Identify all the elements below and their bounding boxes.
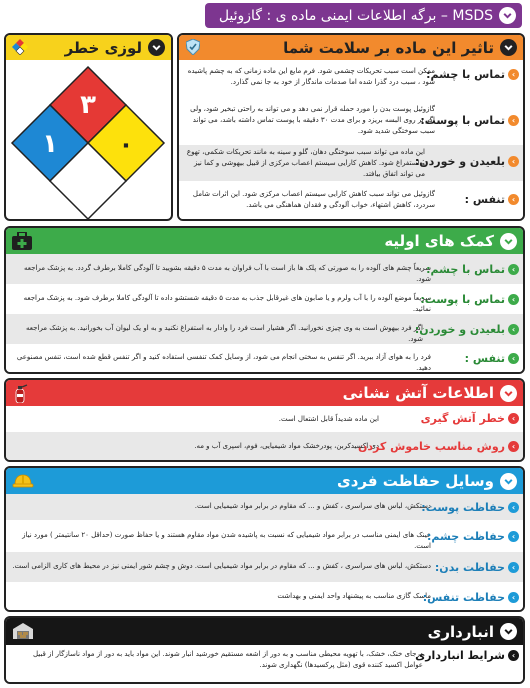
fire-fighting-header [6, 380, 523, 406]
fire-row-flammability [6, 406, 523, 432]
ppe-row-skin-text: دستکش، لباس های سراسری ، کفش و ... که مقاوم در برابر مواد شیمیایی است. [194, 502, 431, 510]
ppe-header [6, 468, 523, 494]
hazard-diamond-header [6, 35, 171, 60]
chevron-down-icon [500, 385, 517, 402]
document-title-bar [205, 3, 522, 28]
first-aid-row-ingestion-text: اگر فرد بیهوش است به وی چیزی نخورانید. اگر هشیار است فرد را وادار به استفراغ نکنید و به او یک لیوان آب بخورانید. به پزشک مراجعه شود. [26, 324, 423, 343]
chevron-right-icon: › [508, 441, 519, 452]
health-row-ingestion [179, 145, 523, 181]
health-row-skin-text: گازوئیل پوست بدن را مورد حمله قرار نمی دهد و می تواند به راحتی تبخیر شود، ولی اگر بر روی البسه بریزد و برای مدت ۳۰ دقیقه با پوست تماس داشته باشد، می تواند سبب سوختگی شدید شود. [190, 105, 435, 135]
first-aid-row-ingestion [6, 314, 523, 344]
storage-panel [4, 616, 525, 684]
ppe-row-respiratory-text: ماسک گازی مناسب به پیشنهاد واحد ایمنی و بهداشت [277, 592, 431, 600]
health-row-skin-label: › تماس با پوست: [420, 114, 519, 127]
hazard-diamond-title: لوزی خطر [64, 38, 142, 57]
ppe-row-skin-label: › حفاظت پوست: [421, 501, 519, 514]
ppe-row-body-label: › حفاظت بدن: [435, 561, 519, 574]
chevron-right-icon: › [508, 650, 519, 661]
first-aid-kit-icon [12, 232, 32, 250]
first-aid-row-inhalation [6, 344, 523, 372]
first-aid-row-skin-text: سریعاً موضع آلوده را با آب ولرم و یا صابون های غیرقابل جذب به مدت ۵ دقیقه شستشو داده تا آلودگی کاملا برطرف شود. به پزشک مراجعه نمائید. [23, 294, 431, 313]
health-row-eye [179, 60, 523, 100]
chevron-right-icon: › [508, 194, 519, 205]
health-row-skin [179, 100, 523, 145]
health-row-ingestion-text: این ماده می تواند سبب سوختگی دهان، گلو و سینه به مانند تحریکات شکمی، تهوع و استفراغ شود. کاهش کارایی سیستم اعصاب مرکزی از قبیل بیهوشی و کما نیز می تواند اتفاق بیافتد. [186, 148, 425, 178]
first-aid-row-eye-label: › تماس با چشم: [426, 263, 519, 276]
storage-row-conditions-text: درجای خنک، خشک، با تهویه محیطی مناسب و به دور از اشعه مستقیم خورشید انبار شوند. این مواد باید به دور از مواد ناسازگار از قبیل عوامل اکسید کننده قوی (مثل پرکسیدها) نگهداری شوند. [32, 650, 423, 669]
chevron-right-icon: › [508, 413, 519, 424]
chevron-down-icon [500, 39, 517, 56]
reactivity-value: ۰ [118, 130, 134, 158]
first-aid-row-skin-label: › تماس با پوست: [420, 293, 519, 306]
document-title: MSDS – برگه اطلاعات ایمنی ماده ی : گازوئیل [218, 7, 493, 24]
ppe-title: وسایل حفاظت فردی [336, 472, 494, 490]
chevron-right-icon: › [508, 324, 519, 335]
fire-row-extinguishing-text: دی اکسیدکربن، پودرخشک مواد شیمیایی، فوم، اسپری آب و مه. [194, 442, 379, 450]
chevron-right-icon: › [508, 294, 519, 305]
first-aid-row-skin [6, 284, 523, 314]
fire-row-extinguishing-label: › روش مناسب خاموش کردن [358, 440, 519, 453]
ppe-row-respiratory-label: › حفاظت تنفس: [423, 591, 519, 604]
health-value: ۱ [42, 129, 58, 159]
chevron-down-icon [500, 233, 517, 250]
health-row-inhalation [179, 181, 523, 221]
ppe-row-body-text: دستکش، لباس های سراسری ، کفش و ... که مقاوم در برابر مواد شیمیایی است. دوش و چشم شور ایمنی نیز در محیط های کاری الزامی است. [12, 562, 431, 570]
nfpa-hazard-diamond [8, 63, 168, 219]
fire-row-flammability-text: این ماده شدیداً قابل اشتعال است. [278, 415, 379, 423]
first-aid-row-inhalation-label: › تنفس : [465, 352, 519, 365]
health-row-inhalation-text: گازوئیل می تواند سبب کاهش کارایی سیستم اعصاب مرکزی شود. این اثرات شامل سردرد، کاهش اشتهاء، خواب آلودگی و فقدان هماهنگی می باشد. [192, 190, 435, 209]
chevron-right-icon: › [508, 156, 519, 167]
health-row-eye-text: ممکن است سبب تحریکات چشمی شود. فرم مایع این ماده زمانی که به چشم پاشیده شود ، سبب درد گذرا شده اما صدمات ماندگار از خود به جا نمی گذارد. [187, 67, 435, 86]
chevron-right-icon: › [508, 264, 519, 275]
chevron-right-icon: › [508, 115, 519, 126]
fire-extinguisher-icon [12, 383, 28, 403]
first-aid-title: کمک های اولیه [384, 232, 494, 250]
warehouse-icon [12, 622, 34, 640]
chevron-down-icon [499, 7, 516, 24]
hard-hat-icon [12, 473, 34, 489]
health-row-ingestion-label: › بلعیدن و خوردن: [415, 155, 519, 168]
ppe-row-body [6, 552, 523, 582]
health-row-eye-label: › تماس با چشم: [426, 68, 519, 81]
health-effects-panel [177, 33, 525, 221]
ppe-row-respiratory [6, 582, 523, 610]
ppe-row-eye-label: › حفاظت چشم: [427, 530, 519, 543]
storage-row-conditions-label: › شرایط انبارداری [415, 649, 519, 662]
chevron-down-icon [500, 473, 517, 490]
ppe-panel [4, 466, 525, 612]
ppe-row-eye [6, 520, 523, 552]
health-effects-title: تاثیر این ماده بر سلامت شما [283, 38, 494, 57]
fire-row-extinguishing [6, 432, 523, 460]
chevron-down-icon [148, 39, 165, 56]
fire-fighting-title: اطلاعات آتش نشانی [342, 384, 494, 402]
first-aid-row-ingestion-label: › بلعیدن و خوردن: [415, 323, 519, 336]
chevron-right-icon: › [508, 502, 519, 513]
shield-icon [185, 39, 201, 55]
storage-title: انبارداری [427, 622, 494, 641]
first-aid-panel [4, 226, 525, 374]
fire-row-flammability-label: › خطر آتش گیری [421, 412, 519, 425]
hazard-diamond-panel [4, 33, 173, 221]
first-aid-row-eye-text: سریعاً چشم های آلوده را به صورتی که پلک ها باز است با آب فراوان به مدت ۵ دقیقه بشویید تا آلودگی کاملا برطرف گردد. به پزشک مراجعه شود. [23, 264, 431, 283]
first-aid-header [6, 228, 523, 254]
chevron-right-icon: › [508, 353, 519, 364]
fire-fighting-panel [4, 378, 525, 462]
chevron-right-icon: › [508, 592, 519, 603]
storage-row-conditions [6, 645, 523, 682]
ppe-row-eye-text: عینک های ایمنی مناسب در برابر مواد شیمیایی که نسبت به پاشیده شدن مواد مقاوم هستند و یا حفاظ صورت (حداقل ۲۰ سانتیمتر ) مورد نیاز است. [22, 531, 431, 550]
nfpa-diamond-icon [12, 39, 28, 55]
chevron-down-icon [500, 623, 517, 640]
chevron-right-icon: › [508, 562, 519, 573]
flammability-value: ۳ [80, 90, 96, 120]
ppe-row-skin [6, 494, 523, 520]
first-aid-row-inhalation-text: فرد را به هوای آزاد ببرید. اگر تنفس به سختی انجام می شود، از وسایل کمک تنفسی استفاده کنید و اگر تنفس قطع شده است، تنفس مصنوعی دهید. [16, 353, 431, 372]
health-row-inhalation-label: › تنفس : [465, 193, 519, 206]
storage-header [6, 618, 523, 645]
health-effects-header [179, 35, 523, 60]
first-aid-row-eye [6, 254, 523, 284]
chevron-right-icon: › [508, 531, 519, 542]
chevron-right-icon: › [508, 69, 519, 80]
